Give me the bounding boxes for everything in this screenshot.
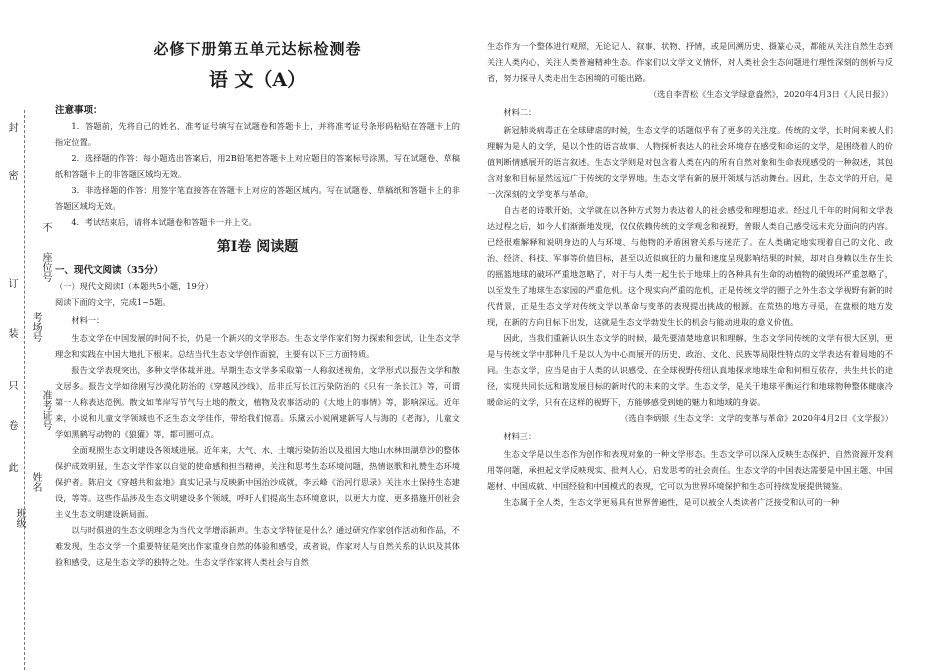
margin-char: 密 [6, 170, 17, 180]
paragraph: 生态文学是以生态作为创作和表现对象的一种文学形态。生态文学可以深入反映生态保护、自然资源开发利用等问题，承担起文学反映现实、批判人心，启发思考的社会责任。生态文学的中国表达需要是中国主题、中国题材、中国成就、中国经验和中国模式的表现，它可以为世界环境保护和生态可持续发展提供镜鉴。 [487, 449, 893, 491]
material-label: 材料二： [503, 107, 537, 117]
paragraph: 新冠肺炎病毒正在全球肆虐的时候，生态文学的话题似乎有了更多的关注度。传统的文学，长时间来被人们理解为是人的文学，是以个性的语言故事、人物探析表达人的社会环境存在感受和命运的文学，是围绕着人的价值判断情感展开的语言叙述。生态文学则是对包含着人类在内的所有自然对象和生命表现感受的一种叙述，其包含对象和目标显然远远广于传统的文学界地。生态文学有新的展开领域与活动舞台。因此，生态文学的开启，是一次深刻的文学变革与革命。 [487, 125, 893, 199]
paragraph: 因此，当我们重新认识生态文学的时候，最先要清楚地意识和理解，生态文学同传统的文学有很大区别，更是与传统文学中那种几千是以人为中心而展开的历史、政治、文化、民族等局限性特点的文学表达有着局地的不同。生态文学，应当是由于人类的认识感受、在全球视野传纽认真地探求地球生命和何相互依存，共生共长的途径，实现共同长远和谐发展目标的新时代的未来的文学。生态文学，是关于地球平衡运行和地球物种整体健康冷暖命运的文学，只有在这样的视野下，方能够感受到她的魅力和地域的身姿。 [487, 333, 893, 407]
note-item: 1．答题前，先将自己的姓名、准考证号填写在试题卷和答题卡上，并将准考证号条形码粘贴在答题卡上的指定位置。 [55, 121, 460, 147]
margin-char: 卷 [6, 420, 17, 430]
paragraph: 生态文学在中国发展的时间不长，仍是一个新兴的文学形态。生态文学作家们努力探索和尝试，让生态文学理念和实践在中国大地扎下根来。总结当代生态文学创作面貌，主要有以下三方面特质。 [55, 333, 460, 359]
margin-char: 封 [6, 122, 17, 132]
material-label: 材料一： [71, 315, 105, 325]
margin-char: 此 [6, 462, 17, 472]
source-citation: （选自李青松《生态文学绿意盎然》，2020年4月3日《人民日报》） [648, 89, 893, 99]
paragraph: 生态作为一个整体进行观照，无论记人、叙事、状物、抒情，或是回溯历史、摄篆心灵，都能从关注自然生态到关注人类内心，关注人类普遍精神生态。作家们以文学文义情怀，对人类社会生态问题进行理性深刻的剖析与反省，努力探寻人类走出生态困境的可能出路。 [487, 41, 893, 83]
source-citation: （选自李炳银《生态文学：文学的变革与革命》2020年4月2日《文学报》） [620, 413, 893, 423]
binding-line [24, 110, 25, 670]
margin-char: 订 [6, 278, 17, 288]
right-page [487, 38, 893, 510]
paragraph: 报告文学表现突出，多种文学体裁并进。早期生态文学多采取第一人称叙述视角，文学形式以报告文学和散文居多。报告文学如徐刚写沙漠化防治的《穿越风沙线》，岳非丘写长江污染防治的《只有一条长江》等，可谓第一人称表达范例。散文如苇岸写节气与土地的散文，植物及农事活动的《大地上的事情》等，影响深远。近年来，小说和儿童文学领域也不乏生态文学佳作，带给我们惊喜。乐黛云小说阐建新写人与海的《老海》，儿童文学如黑鹤写动物的《狼獾》等，都可圈可点。 [55, 365, 460, 439]
binding-margin [0, 0, 50, 672]
note-item: 4．考试结束后，请将本试题卷和答题卡一并上交。 [71, 217, 257, 227]
exam-number-field-label: 准考证号 [40, 390, 51, 430]
margin-char: 装 [6, 328, 17, 338]
part-subheading: （一）现代文阅读Ⅰ（本题共5小题，19分） [55, 281, 214, 291]
note-item: 3．非选择题的作答：用签字笔直接答在答题卡上对应的答题区域内。写在试题卷、草稿纸和答题卡上的非答题区域均无效。 [55, 185, 460, 211]
margin-char: 不 [40, 222, 51, 232]
note-item: 2．选择题的作答：每小题选出答案后，用2B铅笔把答题卡上对应题目的答案标号涂黑，写在试题卷、草稿纸和答题卡上的非答题区域均无效。 [55, 153, 460, 179]
paragraph: 自古老的诗歌开始，文学就在以各种方式努力表达着人的社会感受和理想追求。经过几千年的时间和文学表达过程之后，如今人们渐渐地发现，仅仅依赖传统的文学观念和视野，普眼人类自己感受远未充分面向的内容。已经很难解释和说明身边的人与环境、与他物的矛盾困窘关系与迷茫了。在人类确定地实现着自己的文化、政治、经济、科技、军事等价值目标，甚至以近似疯狂的力量和速度呈现影响结果的时候，却对自身赖以生存生长的摇篮地球的破坏严重地忽略了，对于与人类一起生长于地球上的各种具有生命的动植物的破毁坏严重忽略了，以至发生了地球生态家园的严重危机。这个现实向严重的危机，正是传统文学的圈子之外生态文学视野有新的时代背景，正是生态文学对传统文学以革命与变革的表现提出挑战的根源。在荒热的地方寻觅，在盘根的地方发现，在新的方向目标下出发，这就是生态文学勃发生长的机会与能动进取的意义价值。 [487, 205, 893, 327]
exam-subtitle: 语 文（A） [208, 69, 307, 91]
name-field-label: 姓名 [30, 472, 41, 492]
paragraph: 以与时俱进的生态文明理念为当代文学增添新声。生态文学特征是什么？通过研究作家创作活动和作品，不难发现，生态文学一个重要特征是突出作家重身自然的体验和感受，或者说，作家对人与自然关系的认识及其体验和感受，这是生态文学的独特之处。生态文学作家将人类社会与自然 [55, 525, 460, 567]
paragraph: 全面观照生态文明建设各领域进展。近年来，大气、水、土壤污染防治以及祖国大地山水林田湖草沙的整体保护成效明显，生态文学作家以自觉的使命感和担当精神，关注和思考生态环境问题，热情讴歌和礼赞生态环境保护者。陈启文《穿越共和盆地》真实记录与反映新中国治沙成就，李云峰《治河行思录》关注水土保持生态建设，等等。这些作品涉及生态文明建设多个领域，呼吁人们提高生态环境意识，以更大力度、更多措施开创社会主义生态文明建设新局面。 [55, 445, 460, 519]
reading-instruction: 阅读下面的文字，完成1~5题。 [55, 297, 171, 307]
class-field-label: 班级 [14, 508, 25, 528]
material-label: 材料三： [503, 431, 537, 441]
margin-char: 只 [6, 380, 17, 390]
exam-title: 必修下册第五单元达标检测卷 [153, 40, 362, 58]
section-title: 第Ⅰ卷 阅读题 [216, 239, 299, 255]
exam-room-field-label: 考场号 [30, 312, 41, 342]
left-page [55, 38, 460, 570]
notes-heading: 注意事项： [55, 105, 103, 116]
paragraph: 生态属于全人类，生态文学更易具有世界普遍性，是可以被全人类读者广泛接受和认可的一种 [503, 497, 840, 507]
seat-number-field-label: 座位号 [40, 252, 51, 282]
part-heading: 一、现代文阅读（35分） [55, 265, 164, 276]
